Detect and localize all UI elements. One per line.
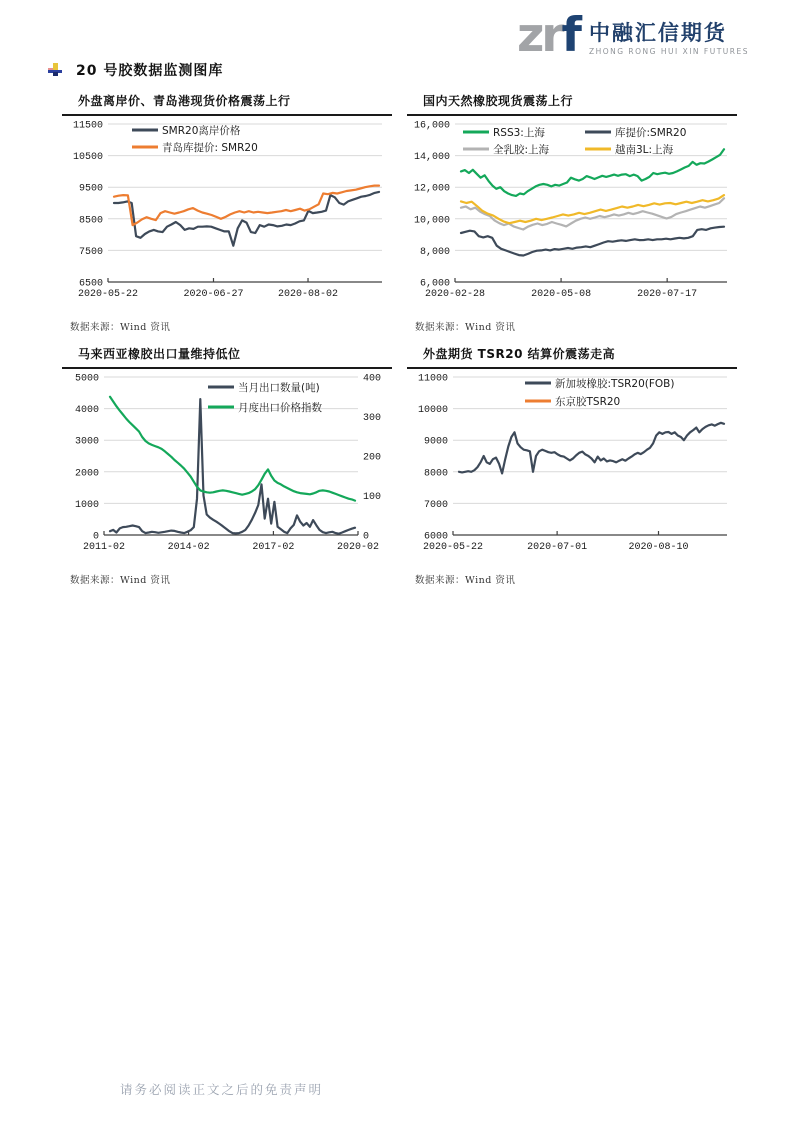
chart-card-tsr20-futures [407, 345, 737, 586]
svg-text:6000: 6000 [423, 531, 448, 543]
svg-text:200: 200 [363, 452, 382, 464]
title-underline [62, 367, 392, 369]
chart-title: 马来西亚橡胶出口量维持低位 [78, 347, 241, 361]
svg-text:库提价:SMR20: 库提价:SMR20 [615, 127, 687, 139]
title-underline [62, 114, 392, 116]
svg-text:2020-06-27: 2020-06-27 [183, 289, 244, 300]
svg-text:7500: 7500 [78, 246, 103, 258]
svg-text:2020-05-22: 2020-05-22 [77, 289, 139, 300]
svg-text:8,000: 8,000 [419, 246, 450, 258]
logo-zr-text: zr [516, 8, 562, 63]
svg-text:全乳胶:上海: 全乳胶:上海 [493, 144, 550, 156]
data-source-note: 数据来源：Wind 资讯 [70, 575, 171, 586]
title-underline [407, 367, 737, 369]
chart-title: 国内天然橡胶现货震荡上行 [423, 94, 574, 108]
chart-card-domestic-spot [407, 92, 737, 333]
svg-text:1000: 1000 [74, 499, 99, 511]
svg-text:月度出口价格指数: 月度出口价格指数 [238, 402, 322, 414]
footer-disclaimer: 请务必阅读正文之后的免责声明 [120, 1082, 324, 1097]
svg-text:14,000: 14,000 [413, 152, 450, 164]
title-underline [407, 114, 737, 116]
svg-text:越南3L:上海: 越南3L:上海 [615, 144, 674, 156]
svg-text:11000: 11000 [417, 373, 448, 385]
svg-text:10000: 10000 [417, 405, 448, 417]
svg-text:2020-05-22: 2020-05-22 [422, 542, 484, 553]
svg-text:SMR20离岸价格: SMR20离岸价格 [162, 125, 241, 137]
svg-text:东京胶TSR20: 东京胶TSR20 [555, 396, 621, 408]
svg-text:11500: 11500 [72, 120, 103, 132]
svg-text:10,000: 10,000 [413, 215, 450, 227]
section-title: 20 号胶数据监测图库 [76, 63, 224, 79]
svg-text:新加坡橡胶:TSR20(FOB): 新加坡橡胶:TSR20(FOB) [555, 378, 675, 390]
logo-zrf-mark [516, 8, 579, 63]
svg-text:9500: 9500 [78, 183, 103, 195]
svg-text:2020-02-28: 2020-02-28 [424, 289, 486, 300]
svg-text:5000: 5000 [74, 373, 99, 385]
offshore-qingdao-chart-canvas [62, 118, 392, 310]
svg-text:12,000: 12,000 [413, 183, 450, 195]
logo-company-name-cn: 中融汇信期货 [588, 21, 727, 45]
svg-text:10500: 10500 [72, 152, 103, 164]
svg-text:7000: 7000 [423, 499, 448, 511]
data-source-note: 数据来源：Wind 资讯 [415, 322, 516, 333]
svg-text:2020-07-01: 2020-07-01 [527, 542, 588, 553]
svg-text:2020-08-10: 2020-08-10 [628, 542, 689, 553]
svg-text:100: 100 [363, 492, 382, 503]
svg-text:2017-02: 2017-02 [252, 542, 295, 553]
svg-text:3000: 3000 [74, 436, 99, 448]
svg-text:0: 0 [92, 531, 99, 543]
svg-text:当月出口数量(吨): 当月出口数量(吨) [238, 382, 320, 394]
svg-text:2020-02: 2020-02 [336, 542, 380, 553]
svg-text:2020-08-02: 2020-08-02 [278, 289, 339, 300]
chart-title: 外盘期货 TSR20 结算价震荡走高 [423, 347, 616, 361]
chart-card-malaysia-export [62, 345, 392, 586]
logo-company-name-en: ZHONG RONG HUI XIN FUTURES [588, 47, 749, 56]
svg-text:400: 400 [363, 373, 382, 385]
data-source-note: 数据来源：Wind 资讯 [415, 575, 516, 586]
section-header [48, 60, 223, 80]
svg-text:2014-02: 2014-02 [167, 542, 210, 553]
svg-text:青岛库提价: SMR20: 青岛库提价: SMR20 [162, 142, 258, 154]
svg-text:300: 300 [363, 413, 382, 424]
svg-text:8000: 8000 [423, 468, 448, 480]
section-bullet-icon [48, 63, 62, 77]
svg-text:2000: 2000 [74, 468, 99, 480]
svg-text:2020-07-17: 2020-07-17 [637, 289, 698, 300]
logo-f-text: f [561, 8, 579, 63]
malaysia-export-chart-canvas [62, 371, 392, 563]
svg-text:6500: 6500 [78, 278, 103, 290]
svg-text:6,000: 6,000 [419, 278, 450, 290]
svg-text:4000: 4000 [74, 405, 99, 417]
svg-text:2011-02: 2011-02 [82, 542, 126, 553]
company-logo [516, 8, 749, 63]
domestic-spot-chart-canvas [407, 118, 737, 310]
svg-text:9000: 9000 [423, 436, 448, 448]
data-source-note: 数据来源：Wind 资讯 [70, 322, 171, 333]
chart-title: 外盘离岸价、青岛港现货价格震荡上行 [78, 94, 291, 108]
svg-text:8500: 8500 [78, 215, 103, 227]
chart-card-offshore-qingdao [62, 92, 392, 333]
svg-text:2020-05-08: 2020-05-08 [531, 289, 592, 300]
svg-text:RSS3:上海: RSS3:上海 [493, 127, 545, 139]
tsr20-futures-chart-canvas [407, 371, 737, 563]
svg-text:16,000: 16,000 [413, 120, 450, 132]
svg-text:0: 0 [363, 531, 370, 543]
